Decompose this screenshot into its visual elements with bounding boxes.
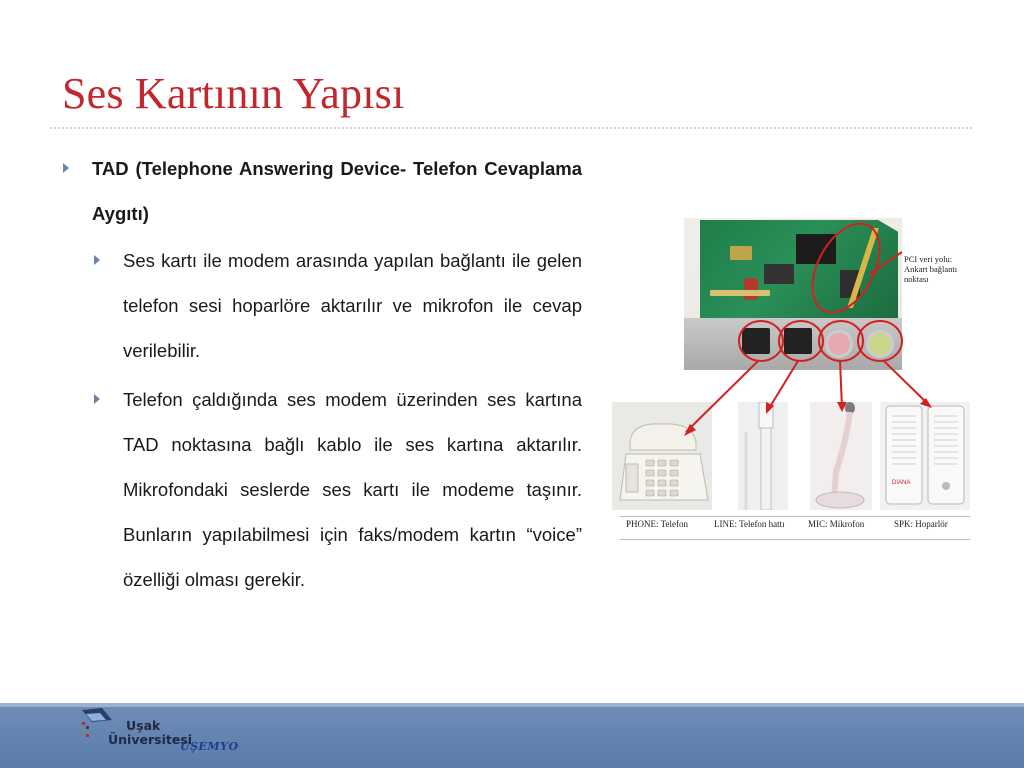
bullet-sub [62, 238, 582, 373]
label-mic: MIC: Mikrofon [808, 519, 865, 529]
bullet-arrow-icon [94, 394, 100, 404]
bullet-main [62, 146, 582, 236]
bullet-sub-text: Telefon çaldığında ses modem üzerinden ses kartına TAD noktasına bağlı kablo ile ses kartına aktarılır. Mikrofondaki seslerde ses kartı ile modeme taşınır. Bunların yapılabilmesi için faks/modem kartın “voice” özelliği olması gerekir. [123, 389, 582, 590]
sound-card-figure [608, 214, 980, 544]
slide-title: Ses Kartının Yapısı [62, 69, 405, 118]
bullet-sub [62, 377, 582, 602]
label-line: LINE: Telefon hattı [714, 519, 785, 529]
bullet-main-text: TAD (Telephone Answering Device- Telefon Cevaplama Aygıtı) [92, 158, 582, 224]
title-divider [50, 127, 972, 129]
school-unit: UŞEMYO [180, 740, 239, 753]
pci-annotation: PCI veri yolu: Ankart bağlantı noktası [904, 254, 958, 284]
university-name-line1: Uşak [126, 718, 161, 733]
callout-overlay [608, 214, 980, 544]
speaker-brand: DIANA [892, 480, 911, 486]
bullet-arrow-icon [63, 163, 69, 173]
bullet-arrow-icon [94, 255, 100, 265]
university-name-line2: Üniversitesi [108, 732, 193, 747]
label-spk: SPK: Hoparlör [894, 519, 948, 529]
slide-content [62, 146, 582, 602]
bullet-sub-text: Ses kartı ile modem arasında yapılan bağlantı ile gelen telefon sesi hoparlöre aktarılır ve mikrofon ile cevap verilebilir. [123, 250, 582, 361]
label-phone: PHONE: Telefon [626, 519, 688, 529]
university-logo [78, 704, 258, 764]
